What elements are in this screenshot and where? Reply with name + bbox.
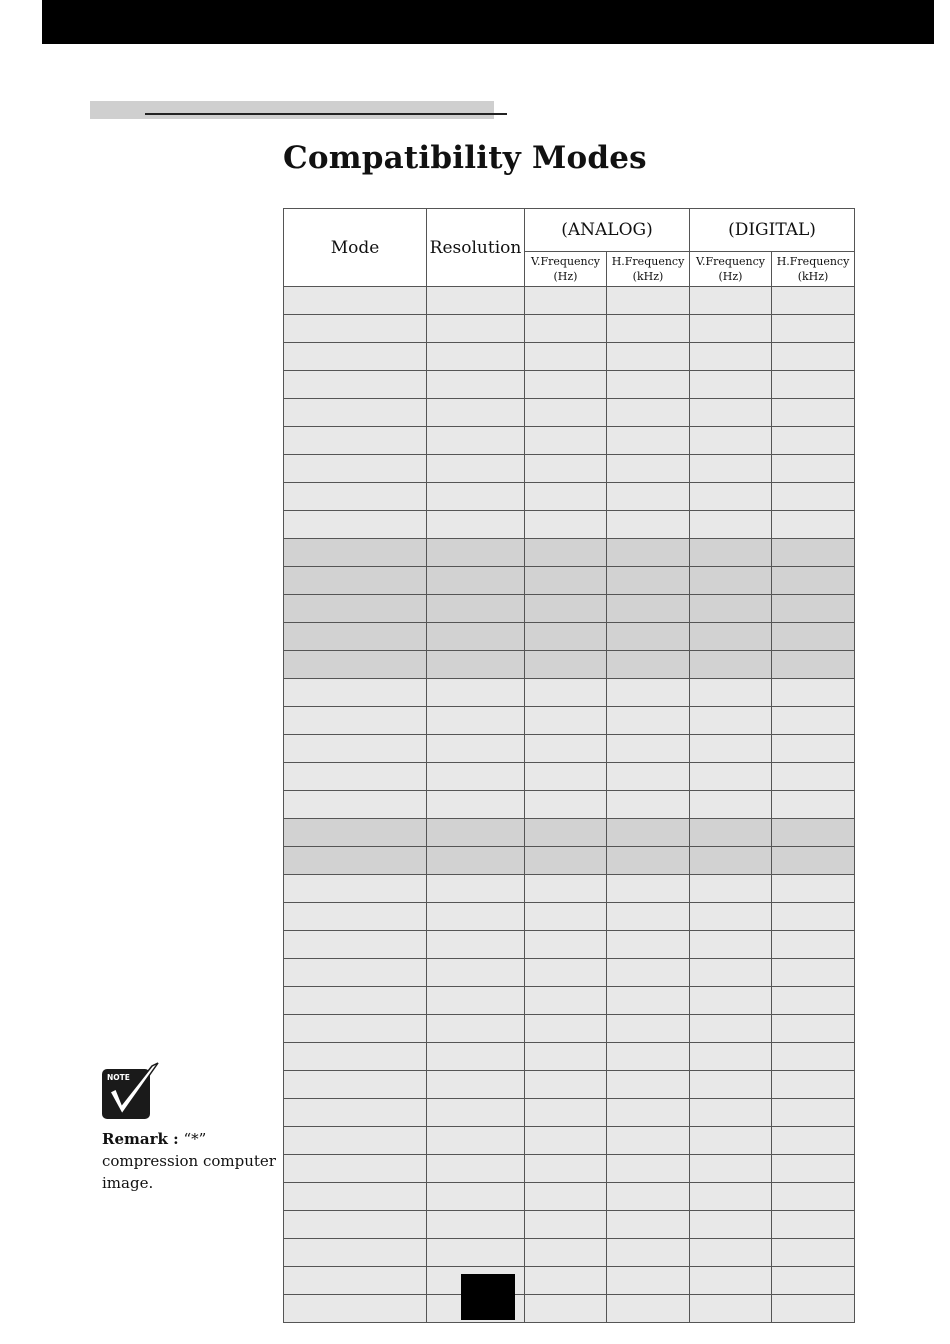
table-cell: [427, 875, 525, 903]
table-cell: [427, 1183, 525, 1211]
table-row: [284, 735, 855, 763]
table-cell: [607, 959, 690, 987]
header-digital-vfreq-label: V.Frequency: [695, 255, 765, 268]
table-cell: [607, 651, 690, 679]
table-cell: [607, 343, 690, 371]
header-digital-hfreq-label: H.Frequency: [776, 255, 850, 268]
table-row: [284, 1071, 855, 1099]
table-cell: [284, 1099, 427, 1127]
table-cell: [690, 1239, 772, 1267]
table-cell: [525, 1127, 607, 1155]
table-cell: [525, 847, 607, 875]
table-cell: [284, 959, 427, 987]
table-cell: [690, 987, 772, 1015]
table-row: [284, 791, 855, 819]
table-row: [284, 1099, 855, 1127]
table-row: [284, 567, 855, 595]
table-row: [284, 1127, 855, 1155]
table-cell: [607, 1099, 690, 1127]
table-cell: [772, 623, 855, 651]
table-cell: [690, 455, 772, 483]
table-cell: [690, 1211, 772, 1239]
table-cell: [427, 791, 525, 819]
table-cell: [525, 315, 607, 343]
table-cell: [427, 679, 525, 707]
table-cell: [772, 1239, 855, 1267]
table-cell: [427, 427, 525, 455]
table-cell: [607, 763, 690, 791]
table-cell: [284, 763, 427, 791]
table-cell: [607, 511, 690, 539]
table-cell: [525, 987, 607, 1015]
table-cell: [525, 1183, 607, 1211]
table-cell: [427, 1015, 525, 1043]
table-cell: [525, 371, 607, 399]
table-cell: [772, 483, 855, 511]
table-cell: [690, 1071, 772, 1099]
table-cell: [427, 1155, 525, 1183]
table-cell: [772, 987, 855, 1015]
table-cell: [284, 623, 427, 651]
table-cell: [607, 483, 690, 511]
table-cell: [607, 315, 690, 343]
table-cell: [690, 903, 772, 931]
table-cell: [284, 819, 427, 847]
table-cell: [690, 875, 772, 903]
table-cell: [427, 1239, 525, 1267]
table-cell: [607, 707, 690, 735]
table-row: [284, 427, 855, 455]
table-cell: [772, 791, 855, 819]
table-cell: [427, 315, 525, 343]
table-cell: [607, 1071, 690, 1099]
table-cell: [284, 427, 427, 455]
remark-text: “*” compression computer image.: [102, 1130, 276, 1192]
table-cell: [607, 371, 690, 399]
table-cell: [607, 595, 690, 623]
table-cell: [427, 371, 525, 399]
table-row: [284, 707, 855, 735]
table-cell: [772, 847, 855, 875]
table-cell: [690, 343, 772, 371]
table-cell: [284, 679, 427, 707]
table-cell: [607, 1295, 690, 1323]
table-row: [284, 399, 855, 427]
table-cell: [607, 819, 690, 847]
table-cell: [427, 1099, 525, 1127]
table-row: [284, 1043, 855, 1071]
table-cell: [607, 427, 690, 455]
table-cell: [525, 707, 607, 735]
table-cell: [284, 707, 427, 735]
table-row: [284, 987, 855, 1015]
table-cell: [427, 903, 525, 931]
table-cell: [690, 595, 772, 623]
header-analog-hfreq: [607, 252, 690, 287]
table-cell: [284, 1295, 427, 1323]
table-cell: [284, 1043, 427, 1071]
table-cell: [427, 735, 525, 763]
table-cell: [284, 1267, 427, 1295]
table-cell: [690, 287, 772, 315]
header-digital-hfreq: [772, 252, 855, 287]
table-cell: [525, 287, 607, 315]
table-cell: [284, 1155, 427, 1183]
table-cell: [427, 847, 525, 875]
table-cell: [690, 1043, 772, 1071]
table-cell: [772, 539, 855, 567]
table-cell: [525, 511, 607, 539]
table-row: [284, 1015, 855, 1043]
table-cell: [284, 903, 427, 931]
header-analog-vfreq-label: V.Frequency: [530, 255, 600, 268]
table-cell: [690, 539, 772, 567]
table-cell: [607, 1127, 690, 1155]
table-cell: [607, 1239, 690, 1267]
table-cell: [607, 903, 690, 931]
section-band: [90, 101, 494, 119]
note-icon: [100, 1062, 162, 1122]
table-cell: [772, 1099, 855, 1127]
table-cell: [525, 539, 607, 567]
table-cell: [607, 287, 690, 315]
table-cell: [284, 1239, 427, 1267]
table-cell: [284, 455, 427, 483]
table-cell: [772, 651, 855, 679]
table-cell: [525, 1043, 607, 1071]
table-cell: [427, 511, 525, 539]
table-cell: [427, 707, 525, 735]
table-cell: [525, 1099, 607, 1127]
table-cell: [772, 707, 855, 735]
table-cell: [284, 1211, 427, 1239]
table-cell: [525, 1267, 607, 1295]
table-row: [284, 287, 855, 315]
header-digital: (DIGITAL): [690, 209, 855, 252]
table-cell: [772, 1211, 855, 1239]
table-cell: [607, 931, 690, 959]
table-cell: [525, 1295, 607, 1323]
table-cell: [772, 1043, 855, 1071]
table-cell: [525, 343, 607, 371]
table-row: [284, 651, 855, 679]
table-cell: [772, 931, 855, 959]
table-cell: [284, 847, 427, 875]
table-cell: [284, 343, 427, 371]
table-cell: [772, 287, 855, 315]
table-row: [284, 595, 855, 623]
table-cell: [525, 623, 607, 651]
table-cell: [284, 315, 427, 343]
table-cell: [690, 791, 772, 819]
table-row: [284, 679, 855, 707]
table-cell: [607, 455, 690, 483]
table-cell: [525, 1155, 607, 1183]
table-cell: [772, 1267, 855, 1295]
table-cell: [284, 791, 427, 819]
header-digital-hfreq-unit: (kHz): [797, 270, 829, 283]
table-cell: [427, 931, 525, 959]
table-cell: [607, 875, 690, 903]
table-cell: [427, 483, 525, 511]
table-cell: [607, 399, 690, 427]
table-cell: [427, 959, 525, 987]
table-cell: [772, 763, 855, 791]
table-row: [284, 623, 855, 651]
table-cell: [690, 1099, 772, 1127]
table-cell: [690, 931, 772, 959]
table-row: [284, 1295, 855, 1323]
table-row: [284, 819, 855, 847]
table-cell: [690, 483, 772, 511]
table-cell: [284, 1127, 427, 1155]
table-cell: [427, 343, 525, 371]
table-cell: [427, 399, 525, 427]
table-cell: [525, 791, 607, 819]
table-cell: [607, 539, 690, 567]
table-cell: [772, 1127, 855, 1155]
table-cell: [427, 623, 525, 651]
table-cell: [690, 735, 772, 763]
table-row: [284, 511, 855, 539]
table-cell: [427, 567, 525, 595]
table-cell: [690, 1015, 772, 1043]
table-row: [284, 1211, 855, 1239]
table-cell: [690, 371, 772, 399]
table-cell: [284, 651, 427, 679]
header-analog-vfreq-unit: (Hz): [553, 270, 578, 283]
table-cell: [772, 399, 855, 427]
table-cell: [284, 567, 427, 595]
table-cell: [525, 1071, 607, 1099]
table-cell: [427, 287, 525, 315]
table-cell: [427, 651, 525, 679]
table-cell: [607, 987, 690, 1015]
remark-label: Remark :: [102, 1130, 179, 1148]
table-cell: [690, 679, 772, 707]
table-cell: [284, 1183, 427, 1211]
table-cell: [772, 1071, 855, 1099]
table-cell: [690, 763, 772, 791]
remark-note: [102, 1128, 282, 1194]
table-cell: [607, 1043, 690, 1071]
table-cell: [607, 1155, 690, 1183]
table-cell: [525, 1239, 607, 1267]
table-cell: [525, 455, 607, 483]
table-row: [284, 455, 855, 483]
table-cell: [525, 959, 607, 987]
table-cell: [284, 287, 427, 315]
header-bar: [42, 0, 934, 44]
table-cell: [690, 1155, 772, 1183]
table-cell: [525, 399, 607, 427]
table-row: [284, 371, 855, 399]
table-cell: [427, 763, 525, 791]
table-cell: [284, 1015, 427, 1043]
table-cell: [690, 399, 772, 427]
table-cell: [690, 1183, 772, 1211]
table-cell: [284, 931, 427, 959]
table-cell: [284, 483, 427, 511]
table-cell: [427, 455, 525, 483]
table-cell: [525, 567, 607, 595]
table-cell: [525, 931, 607, 959]
table-cell: [772, 819, 855, 847]
header-analog-vfreq: [525, 252, 607, 287]
table-cell: [690, 847, 772, 875]
table-cell: [772, 371, 855, 399]
header-analog-hfreq-unit: (kHz): [632, 270, 664, 283]
table-row: [284, 539, 855, 567]
table-cell: [284, 399, 427, 427]
table-cell: [525, 483, 607, 511]
table-cell: [525, 427, 607, 455]
section-rule: [145, 113, 507, 115]
table-cell: [607, 1183, 690, 1211]
page-number-tab: [461, 1274, 515, 1320]
table-cell: [427, 1211, 525, 1239]
table-cell: [525, 763, 607, 791]
table-cell: [690, 315, 772, 343]
table-cell: [427, 1071, 525, 1099]
table-row: [284, 847, 855, 875]
table-cell: [284, 987, 427, 1015]
table-cell: [690, 511, 772, 539]
table-row: [284, 315, 855, 343]
table-cell: [772, 959, 855, 987]
page-title: Compatibility Modes: [283, 140, 647, 176]
header-analog: (ANALOG): [525, 209, 690, 252]
table-cell: [284, 735, 427, 763]
table-cell: [772, 1183, 855, 1211]
table-row: [284, 875, 855, 903]
table-cell: [284, 875, 427, 903]
table-row: [284, 763, 855, 791]
table-row: [284, 903, 855, 931]
header-digital-vfreq: [690, 252, 772, 287]
table-cell: [607, 1267, 690, 1295]
table-cell: [607, 847, 690, 875]
table-cell: [690, 651, 772, 679]
table-cell: [772, 1295, 855, 1323]
table-cell: [427, 1127, 525, 1155]
table-cell: [772, 903, 855, 931]
header-mode: Mode: [284, 209, 427, 287]
table-row: [284, 959, 855, 987]
table-row: [284, 1183, 855, 1211]
table-cell: [690, 819, 772, 847]
table-cell: [427, 987, 525, 1015]
table-row: [284, 1155, 855, 1183]
table-cell: [525, 1211, 607, 1239]
table-row: [284, 931, 855, 959]
table-cell: [607, 679, 690, 707]
table-cell: [607, 623, 690, 651]
table-cell: [525, 903, 607, 931]
table-cell: [525, 595, 607, 623]
table-cell: [772, 735, 855, 763]
table-cell: [607, 567, 690, 595]
table-cell: [772, 1155, 855, 1183]
table-cell: [607, 791, 690, 819]
table-cell: [607, 1211, 690, 1239]
table-cell: [284, 595, 427, 623]
table-cell: [690, 1127, 772, 1155]
table-cell: [284, 371, 427, 399]
table-cell: [284, 511, 427, 539]
table-cell: [772, 427, 855, 455]
table-cell: [772, 1015, 855, 1043]
header-digital-vfreq-unit: (Hz): [718, 270, 743, 283]
table-cell: [525, 651, 607, 679]
table-cell: [427, 1043, 525, 1071]
table-cell: [284, 539, 427, 567]
table-cell: [772, 875, 855, 903]
table-cell: [690, 707, 772, 735]
table-cell: [772, 455, 855, 483]
table-cell: [772, 679, 855, 707]
compatibility-table: [283, 208, 855, 1323]
table-cell: [690, 623, 772, 651]
header-analog-hfreq-label: H.Frequency: [611, 255, 685, 268]
table-cell: [427, 595, 525, 623]
table-cell: [772, 315, 855, 343]
table-row: [284, 1239, 855, 1267]
table-cell: [284, 1071, 427, 1099]
table-cell: [607, 1015, 690, 1043]
table-cell: [690, 427, 772, 455]
note-icon-label: NOTE: [107, 1073, 130, 1082]
table-row: [284, 1267, 855, 1295]
table-cell: [690, 1295, 772, 1323]
table-body: [284, 287, 855, 1323]
table-cell: [525, 1015, 607, 1043]
table-cell: [772, 343, 855, 371]
table-row: [284, 343, 855, 371]
header-resolution: Resolution: [427, 209, 525, 287]
table-cell: [607, 735, 690, 763]
table-cell: [690, 959, 772, 987]
table-cell: [525, 679, 607, 707]
table-cell: [427, 539, 525, 567]
table-cell: [772, 595, 855, 623]
table-cell: [690, 1267, 772, 1295]
table-cell: [427, 819, 525, 847]
table-cell: [772, 567, 855, 595]
table-cell: [772, 511, 855, 539]
table-cell: [690, 567, 772, 595]
table-cell: [525, 875, 607, 903]
table-cell: [525, 819, 607, 847]
table-cell: [525, 735, 607, 763]
table-row: [284, 483, 855, 511]
